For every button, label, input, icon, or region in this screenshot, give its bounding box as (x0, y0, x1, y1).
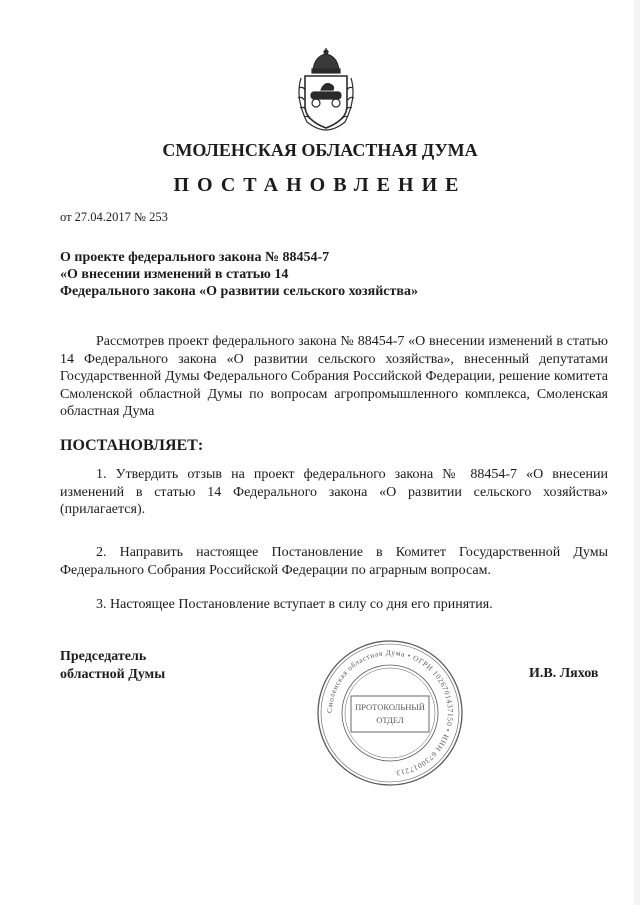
subject-line: Федерального закона «О развитии сельского хозяйства» (60, 284, 418, 299)
subject-line: О проекте федерального закона № 88454-7 (60, 250, 330, 265)
signatory-title-line: Председатель (60, 649, 147, 664)
subject-line: «О внесении изменений в статью 14 (60, 267, 289, 282)
coat-of-arms-icon (291, 48, 361, 132)
decree-item-2: 2. Направить настоящее Постановление в Комитет Государственной Думы Федерального Собрания Российской Федерации по аграрным вопросам. (60, 545, 608, 578)
document-type-heading: ПОСТАНОВЛЕНИЕ (173, 174, 467, 196)
decree-item-1: 1. Утвердить отзыв на проект федерального закона № 88454-7 «О внесении изменений в статью 14 Федерального закона «О развитии сельского хозяйства» (прилагается). (60, 467, 608, 517)
scan-page-edge (634, 0, 640, 905)
organization-title: СМОЛЕНСКАЯ ОБЛАСТНАЯ ДУМА (162, 140, 478, 160)
stamp-center-text: ОТДЕЛ (376, 715, 404, 725)
intro-paragraph: Рассмотрев проект федерального закона № 88454-7 «О внесении изменений в статью 14 Федерального закона «О развитии сельского хозяйства», внесенный депутатами Государственной Думы Федерального Собрания Российской Федерации, решение комитета Смоленской областной Думы по вопросам агропромышленного комплекса, Смоленская областная Дума (60, 334, 608, 419)
signatory-title (60, 648, 165, 684)
official-stamp (315, 638, 465, 788)
stamp-ring-text: Смоленская областная Дума • ОГРН 1026701437150 • ИНН 6730017213 (324, 647, 456, 778)
signatory-name: И.В. Ляхов (529, 666, 599, 681)
decree-heading: ПОСТАНОВЛЯЕТ: (60, 437, 204, 454)
document-subject (60, 249, 480, 300)
document-date-number: от 27.04.2017 № 253 (60, 210, 168, 224)
decree-item-3: 3. Настоящее Постановление вступает в силу со дня его принятия. (96, 597, 493, 612)
stamp-center-text: ПРОТОКОЛЬНЫЙ (355, 702, 425, 712)
signatory-title-line: областной Думы (60, 667, 166, 682)
